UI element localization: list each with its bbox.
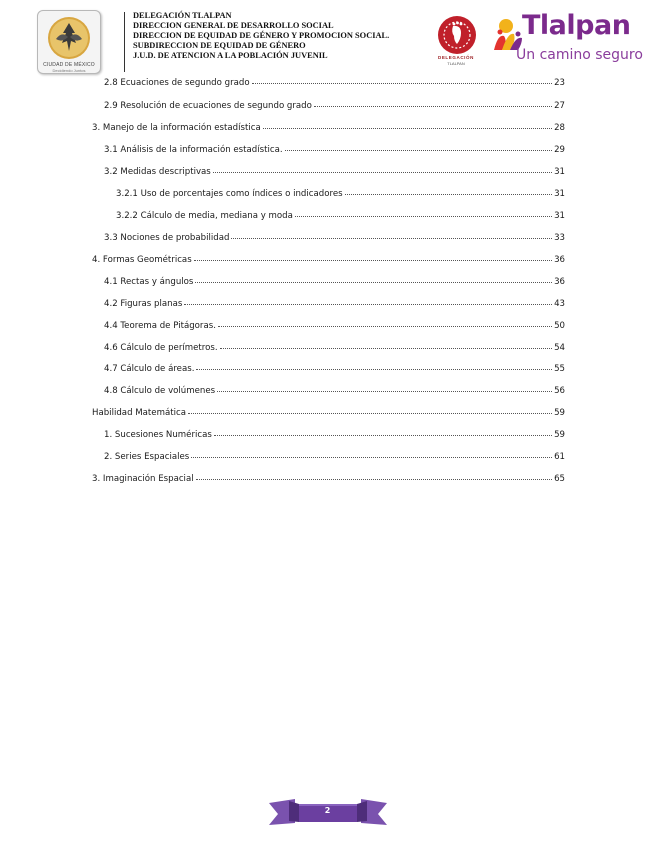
toc-entry-page: 31 <box>554 211 565 221</box>
toc-entry-page: 50 <box>554 321 565 331</box>
toc-entry-title: 2.9 Resolución de ecuaciones de segundo grado <box>104 101 312 111</box>
toc-entry[interactable] <box>104 341 565 353</box>
toc-leader-dots <box>188 405 552 414</box>
toc-entry[interactable] <box>104 231 565 243</box>
toc-leader-dots <box>345 186 552 195</box>
toc-entry-page: 27 <box>554 101 565 111</box>
header-line: DELEGACIÓN TLALPAN <box>133 11 232 20</box>
toc-entry-page: 23 <box>554 78 565 88</box>
toc-leader-dots <box>263 120 552 129</box>
page-header <box>0 0 655 80</box>
toc-leader-dots <box>184 296 552 305</box>
toc-entry[interactable] <box>116 187 565 199</box>
brand-tagline: Un camino seguro <box>516 47 643 63</box>
toc-leader-dots <box>214 427 552 436</box>
toc-entry[interactable] <box>92 472 565 484</box>
toc-leader-dots <box>220 340 552 349</box>
toc-entry-title: 4.2 Figuras planas <box>104 299 183 309</box>
toc-entry[interactable] <box>104 362 565 374</box>
cdmx-logo-caption: CIUDAD DE MÉXICO <box>43 62 95 68</box>
toc-entry-title: 3. Imaginación Espacial <box>92 474 194 484</box>
toc-entry[interactable] <box>104 76 565 88</box>
toc-entry[interactable] <box>104 165 565 177</box>
toc-entry-page: 65 <box>554 474 565 484</box>
toc-entry-title: 3. Manejo de la información estadística <box>92 123 261 133</box>
toc-entry[interactable] <box>104 450 565 462</box>
toc-entry[interactable] <box>92 121 565 133</box>
toc-entry-page: 59 <box>554 408 565 418</box>
tlalpan-brand-logo <box>488 8 643 72</box>
toc-leader-dots <box>195 274 552 283</box>
header-institution-text <box>133 11 389 61</box>
toc-entry-page: 54 <box>554 343 565 353</box>
toc-leader-dots <box>213 164 552 173</box>
header-line: DIRECCION DE EQUIDAD DE GÉNERO Y PROMOCION SOCIAL. <box>133 31 390 40</box>
toc-entry-title: 2. Series Espaciales <box>104 452 190 462</box>
toc-entry[interactable] <box>92 406 565 418</box>
toc-entry-page: 43 <box>554 299 565 309</box>
toc-entry-title: 1. Sucesiones Numéricas <box>104 430 212 440</box>
header-divider <box>124 12 125 72</box>
toc-leader-dots <box>191 449 552 458</box>
header-line: J.U.D. DE ATENCION A LA POBLACIÓN JUVENIL <box>133 51 328 60</box>
toc-entry-title: 4.4 Teorema de Pitágoras. <box>104 321 216 331</box>
toc-leader-dots <box>295 208 552 217</box>
header-line: SUBDIRECCION DE EQUIDAD DE GÉNERO <box>133 41 306 50</box>
toc-leader-dots <box>218 318 552 327</box>
cdmx-emblem-icon <box>48 17 90 59</box>
toc-entry[interactable] <box>104 319 565 331</box>
toc-entry[interactable] <box>104 384 565 396</box>
badge-sublabel: TLALPAN <box>447 61 465 66</box>
toc-entry-title: 3.2.2 Cálculo de media, mediana y moda <box>116 211 293 221</box>
toc-entry[interactable] <box>104 428 565 440</box>
toc-entry-title: 4. Formas Geométricas <box>92 255 192 265</box>
toc-entry-title: 4.7 Cálculo de áreas. <box>104 364 195 374</box>
badge-label: DELEGACIÓN <box>437 55 474 60</box>
toc-entry-page: 31 <box>554 189 565 199</box>
toc-entry-page: 59 <box>554 430 565 440</box>
toc-leader-dots <box>285 142 552 151</box>
toc-entry-page: 36 <box>554 255 565 265</box>
toc-entry-title: 2.8 Ecuaciones de segundo grado <box>104 78 250 88</box>
toc-entry-page: 29 <box>554 145 565 155</box>
toc-leader-dots <box>314 98 552 107</box>
toc-leader-dots <box>252 75 552 84</box>
toc-leader-dots <box>217 383 552 392</box>
toc-entry[interactable] <box>104 275 565 287</box>
toc-entry-page: 61 <box>554 452 565 462</box>
toc-entry-title: 3.3 Nociones de probabilidad <box>104 233 230 243</box>
toc-entry-title: 4.8 Cálculo de volúmenes <box>104 386 216 396</box>
toc-entry-title: 4.6 Cálculo de perímetros. <box>104 343 218 353</box>
toc-entry[interactable] <box>104 143 565 155</box>
brand-name: Tlalpan <box>522 10 631 41</box>
toc-entry-title: 4.1 Rectas y ángulos <box>104 277 194 287</box>
header-line: DIRECCION GENERAL DE DESARROLLO SOCIAL <box>133 21 334 30</box>
toc-entry-page: 56 <box>554 386 565 396</box>
toc-entry-page: 55 <box>554 364 565 374</box>
toc-leader-dots <box>196 471 552 480</box>
toc-entry-page: 28 <box>554 123 565 133</box>
toc-leader-dots <box>194 252 552 261</box>
cdmx-logo <box>37 10 101 74</box>
toc-leader-dots <box>196 361 552 370</box>
toc-entry[interactable] <box>116 209 565 221</box>
toc-entry-page: 36 <box>554 277 565 287</box>
toc-entry[interactable] <box>104 99 565 111</box>
toc-entry[interactable] <box>104 297 565 309</box>
toc-entry-page: 33 <box>554 233 565 243</box>
toc-entry-title: 3.2 Medidas descriptivas <box>104 167 211 177</box>
toc-entry-title: Habilidad Matemática <box>92 408 186 418</box>
toc-entry-title: 3.1 Análisis de la información estadística. <box>104 145 283 155</box>
toc-leader-dots <box>231 230 552 239</box>
page-number: 2 <box>324 806 331 815</box>
toc-entry-title: 3.2.1 Uso de porcentajes como índices o indicadores <box>116 189 343 199</box>
cdmx-logo-subcaption: Decidiendo Juntos <box>52 68 86 73</box>
toc-entry-page: 31 <box>554 167 565 177</box>
toc-entry[interactable] <box>92 253 565 265</box>
